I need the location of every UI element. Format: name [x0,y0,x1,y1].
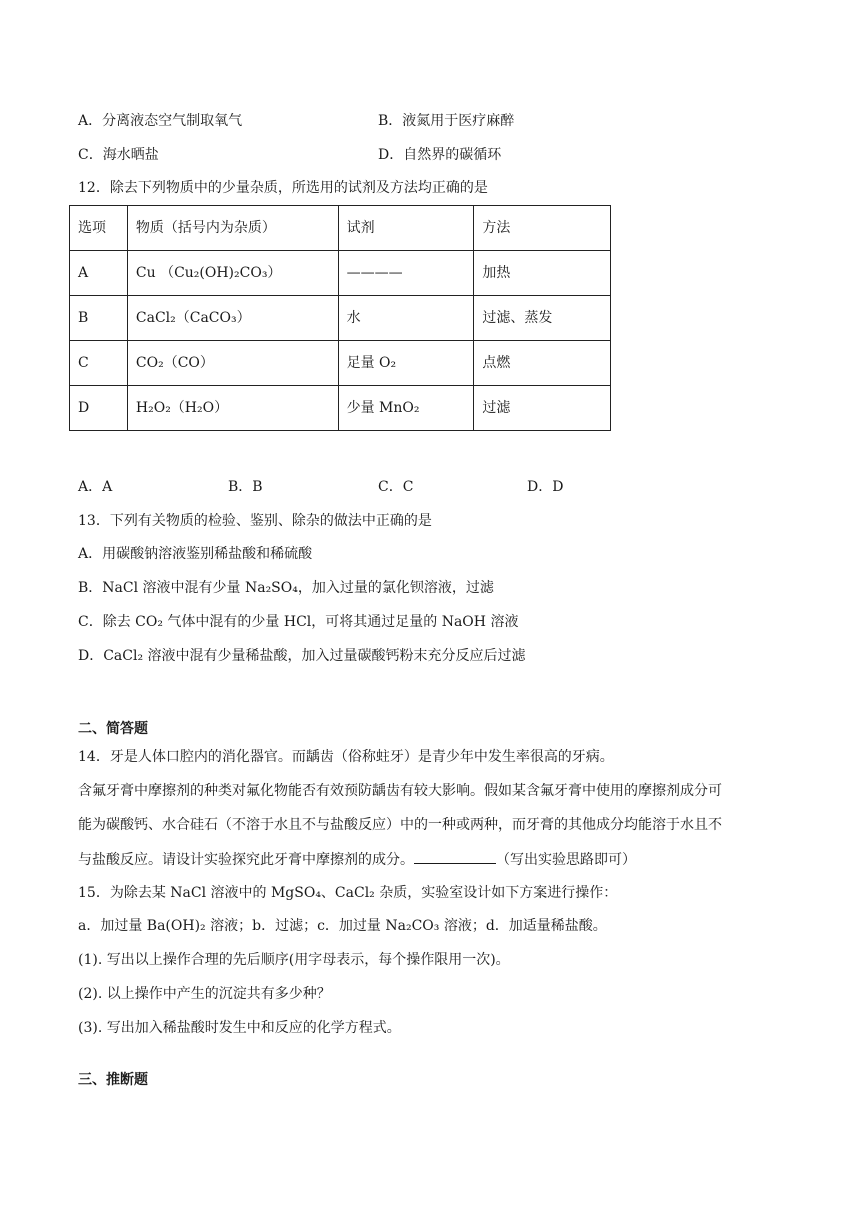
table-header-row [70,206,611,251]
cell-substance: CaCl₂（CaCO₃） [127,296,338,341]
table-row [70,386,611,431]
cell-option: D [70,386,128,431]
q12-option-c: C．C [378,479,414,495]
q15-stem: 15．为除去某 NaCl 溶液中的 MgSO₄、CaCl₂ 杂质，实验室设计如下方案进行操作： [78,885,618,901]
q15-subquestion-1: (1). 写出以上操作合理的先后顺序(用字母表示，每个操作限用一次)。 [78,952,510,968]
cell-reagent: ———— [338,251,474,296]
cell-reagent: 水 [338,296,474,341]
cell-method: 过滤、蒸发 [474,296,611,341]
q14-line-4-note: （写出实验思路即可） [496,852,636,868]
q13-option-c: C．除去 CO₂ 气体中混有的少量 HCl，可将其通过足量的 NaOH 溶液 [78,614,519,630]
q15-subquestion-3: (3). 写出加入稀盐酸时发生中和反应的化学方程式。 [78,1020,401,1036]
q11-option-c: C．海水晒盐 [78,147,159,163]
q14-line-4 [78,849,636,870]
q13-option-d: D．CaCl₂ 溶液中混有少量稀盐酸，加入过量碳酸钙粉末充分反应后过滤 [78,648,526,664]
table-row [70,251,611,296]
q14-line-3: 能为碳酸钙、水合硅石（不溶于水且不与盐酸反应）中的一种或两种，而牙膏的其他成分均能溶于水且不 [78,817,722,833]
header-cell: 选项 [70,206,128,251]
q14-line-2: 含氟牙膏中摩擦剂的种类对氟化物能否有效预防龋齿有较大影响。假如某含氟牙膏中使用的摩擦剂成分可 [78,783,722,799]
cell-option: C [70,341,128,386]
table-row [70,341,611,386]
cell-substance: CO₂（CO） [127,341,338,386]
q15-subquestion-2: (2). 以上操作中产生的沉淀共有多少种？ [78,986,331,1002]
cell-method: 加热 [474,251,611,296]
cell-reagent: 少量 MnO₂ [338,386,474,431]
q12-option-b: B．B [228,479,263,495]
section-heading-inference: 三、推断题 [78,1072,148,1088]
q12-option-d: D．D [527,479,564,495]
table-row [70,296,611,341]
header-cell: 物质（括号内为杂质） [127,206,338,251]
q14-line-1: 14．牙是人体口腔内的消化器官。而龋齿（俗称蛀牙）是青少年中发生率很高的牙病。 [78,749,614,765]
q15-operations: a．加过量 Ba(OH)₂ 溶液；b．过滤；c．加过量 Na₂CO₃ 溶液；d．加适量稀盐酸。 [78,918,607,934]
q13-option-b: B．NaCl 溶液中混有少量 Na₂SO₄，加入过量的氯化钡溶液，过滤 [78,580,494,596]
q11-option-a: A．分离液态空气制取氧气 [78,113,243,129]
section-heading-short-answer: 二、简答题 [78,721,148,737]
cell-option: A [70,251,128,296]
header-cell: 试剂 [338,206,474,251]
q12-stem: 12．除去下列物质中的少量杂质，所选用的试剂及方法均正确的是 [78,180,488,196]
cell-substance: H₂O₂（H₂O） [127,386,338,431]
q12-option-a: A．A [78,479,113,495]
cell-method: 过滤 [474,386,611,431]
q13-stem: 13．下列有关物质的检验、鉴别、除杂的做法中正确的是 [78,513,432,529]
header-cell: 方法 [474,206,611,251]
cell-substance: Cu （Cu₂(OH)₂CO₃） [127,251,338,296]
q11-option-d: D．自然界的碳循环 [378,147,502,163]
q13-option-a: A．用碳酸钠溶液鉴别稀盐酸和稀硫酸 [78,546,313,562]
cell-option: B [70,296,128,341]
q14-line-4-text: 与盐酸反应。请设计实验探究此牙膏中摩擦剂的成分。 [78,852,414,868]
cell-method: 点燃 [474,341,611,386]
q12-table [69,205,611,431]
q11-option-b: B．液氮用于医疗麻醉 [378,113,515,129]
cell-reagent: 足量 O₂ [338,341,474,386]
answer-blank[interactable] [414,849,496,864]
